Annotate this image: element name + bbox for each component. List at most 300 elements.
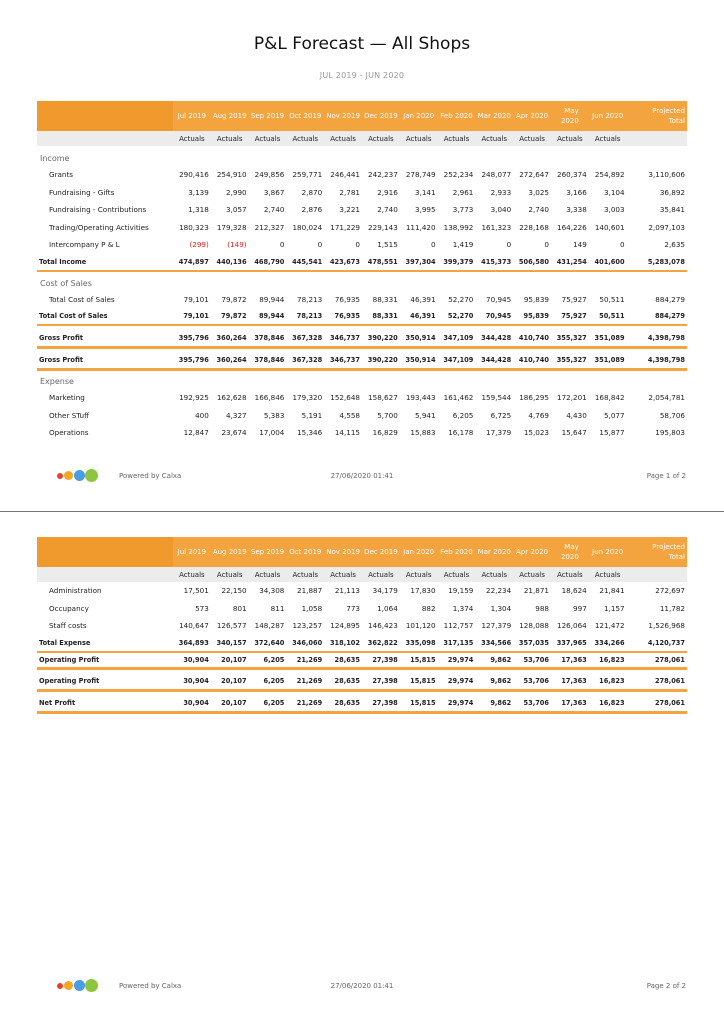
cell-value: 2,933 bbox=[490, 187, 512, 197]
month-header bbox=[551, 101, 589, 131]
table-row bbox=[37, 291, 687, 309]
cell-value: 474,897 bbox=[173, 254, 211, 271]
cell-value: 367,328 bbox=[286, 352, 324, 369]
cell-value: 27,398 bbox=[362, 652, 400, 669]
cell-value: 152,648 bbox=[330, 393, 360, 403]
cell-value: 15,346 bbox=[297, 428, 323, 438]
month-header-line: May bbox=[564, 543, 579, 551]
cell-value: 347,109 bbox=[438, 330, 476, 347]
cell-value: 445,541 bbox=[286, 254, 324, 271]
cell-value: 78,213 bbox=[297, 294, 323, 304]
cell-value: 378,846 bbox=[249, 330, 287, 347]
cell-value: 573 bbox=[195, 603, 209, 613]
cell-value: 351,089 bbox=[589, 352, 627, 369]
row-total-value: 278,061 bbox=[627, 652, 687, 669]
cell-value: 344,428 bbox=[475, 352, 513, 369]
cell-value: 2,876 bbox=[301, 205, 323, 215]
month-header: Jan 2020 bbox=[400, 101, 438, 131]
total-row bbox=[37, 652, 687, 669]
cell-value: 252,234 bbox=[443, 170, 474, 180]
cell-value: 3,338 bbox=[566, 205, 587, 215]
cell-value: 126,064 bbox=[557, 621, 587, 631]
cell-value: 801 bbox=[232, 603, 247, 613]
row-total-value: 4,120,737 bbox=[627, 635, 687, 652]
report-period: JUL 2019 - JUN 2020 bbox=[319, 71, 405, 80]
actuals-label: Actuals bbox=[513, 131, 551, 146]
cell-value: 478,551 bbox=[362, 254, 400, 271]
total-row bbox=[37, 330, 687, 347]
cell-value: 50,511 bbox=[589, 308, 627, 325]
actuals-row bbox=[37, 567, 687, 582]
cell-value: 89,944 bbox=[249, 308, 287, 325]
actuals-total-cell bbox=[627, 131, 687, 146]
cell-value: 2,781 bbox=[339, 187, 360, 197]
cell-value: 378,846 bbox=[249, 352, 287, 369]
cell-value: 2,740 bbox=[263, 205, 285, 215]
row-total-value: 884,279 bbox=[627, 308, 687, 325]
cell-value: 248,077 bbox=[481, 170, 512, 180]
cell-value: 1,515 bbox=[377, 240, 398, 250]
row-label: Administration bbox=[49, 586, 102, 596]
cell-value: 79,872 bbox=[221, 294, 247, 304]
actuals-label: Actuals bbox=[475, 567, 513, 582]
cell-value: 2,961 bbox=[452, 187, 474, 197]
cell-value: 128,088 bbox=[519, 621, 549, 631]
cell-value: 3,995 bbox=[415, 205, 436, 215]
total-row bbox=[37, 254, 687, 271]
cell-value: 5,383 bbox=[263, 410, 285, 420]
cell-value: 360,264 bbox=[211, 330, 249, 347]
row-total-value: 278,061 bbox=[627, 696, 687, 713]
cell-value: 346,737 bbox=[324, 352, 362, 369]
month-header: Mar 2020 bbox=[475, 537, 513, 567]
cell-value: 882 bbox=[421, 603, 436, 613]
cell-value: 18,624 bbox=[561, 586, 587, 596]
cell-value: 350,914 bbox=[400, 330, 438, 347]
month-header: Feb 2020 bbox=[438, 537, 476, 567]
cell-value: 146,423 bbox=[368, 621, 398, 631]
cell-value: 17,501 bbox=[183, 586, 209, 596]
cell-value: 290,416 bbox=[179, 170, 209, 180]
month-header: Mar 2020 bbox=[475, 101, 513, 131]
cell-value: 16,823 bbox=[589, 674, 627, 691]
cell-value: 76,935 bbox=[334, 294, 360, 304]
cell-value: 3,166 bbox=[566, 187, 587, 197]
cell-value: 21,841 bbox=[599, 586, 625, 596]
actuals-label-cell bbox=[37, 567, 173, 582]
row-label: Total Cost of Sales bbox=[49, 294, 115, 304]
cell-value: 6,205 bbox=[452, 410, 474, 420]
cell-value: 5,700 bbox=[377, 410, 398, 420]
row-label: Total Expense bbox=[37, 635, 173, 652]
projected-total-line: Projected bbox=[652, 107, 685, 115]
table-row bbox=[37, 407, 687, 425]
cell-value: 355,327 bbox=[551, 352, 589, 369]
cell-value: 161,323 bbox=[481, 222, 512, 232]
actuals-label: Actuals bbox=[249, 567, 287, 582]
cell-value: 212,327 bbox=[254, 222, 285, 232]
actuals-label: Actuals bbox=[173, 131, 211, 146]
cell-value: 192,925 bbox=[179, 393, 209, 403]
cell-value: 6,725 bbox=[490, 410, 512, 420]
cell-value: 121,472 bbox=[594, 621, 625, 631]
cell-value: 3,773 bbox=[452, 205, 474, 215]
projected-total-header bbox=[627, 101, 687, 131]
actuals-label: Actuals bbox=[362, 567, 400, 582]
cell-value: 17,830 bbox=[410, 586, 436, 596]
cell-value: 6,205 bbox=[249, 652, 287, 669]
cell-value: 15,815 bbox=[400, 674, 438, 691]
page-number: Page 2 of 2 bbox=[646, 982, 686, 990]
cell-value: 397,304 bbox=[400, 254, 438, 271]
cell-value: 350,914 bbox=[400, 352, 438, 369]
cell-value: 367,328 bbox=[286, 330, 324, 347]
cell-value: 28,635 bbox=[324, 696, 362, 713]
section-title: Cost of Sales bbox=[40, 278, 92, 288]
cell-value: 29,974 bbox=[438, 696, 476, 713]
cell-value: 159,544 bbox=[481, 393, 512, 403]
row-label: Staff costs bbox=[49, 621, 87, 631]
month-header: Nov 2019 bbox=[324, 537, 362, 567]
month-header: Jan 2020 bbox=[400, 537, 438, 567]
cell-value: 334,566 bbox=[475, 635, 513, 652]
cell-value: 180,323 bbox=[179, 222, 209, 232]
row-total-value: 2,054,781 bbox=[648, 393, 685, 403]
cell-value: 53,706 bbox=[513, 696, 551, 713]
cell-value: 70,945 bbox=[486, 294, 512, 304]
cell-value: 1,064 bbox=[377, 603, 398, 613]
month-header: Dec 2019 bbox=[362, 101, 400, 131]
cell-value: 14,115 bbox=[334, 428, 360, 438]
cell-value: 101,120 bbox=[405, 621, 436, 631]
table-row bbox=[37, 184, 687, 202]
cell-value: 75,927 bbox=[561, 294, 587, 304]
actuals-total-cell bbox=[627, 567, 687, 582]
cell-value: 0 bbox=[355, 240, 360, 250]
row-label: Total Income bbox=[37, 254, 173, 271]
cell-value: 123,257 bbox=[292, 621, 323, 631]
cell-value: 21,269 bbox=[286, 652, 324, 669]
cell-value: 364,893 bbox=[173, 635, 211, 652]
actuals-label: Actuals bbox=[211, 131, 249, 146]
row-total-value: 11,782 bbox=[659, 603, 685, 613]
row-total-value: 35,841 bbox=[659, 205, 685, 215]
table-row bbox=[37, 617, 687, 635]
cell-value: 355,327 bbox=[551, 330, 589, 347]
cell-value: 16,178 bbox=[448, 428, 474, 438]
cell-value: 3,025 bbox=[528, 187, 549, 197]
row-label: Gross Profit bbox=[37, 330, 173, 347]
cell-value: 164,226 bbox=[557, 222, 587, 232]
cell-value: 4,430 bbox=[566, 410, 587, 420]
cell-value: 2,916 bbox=[377, 187, 398, 197]
row-label: Other STuff bbox=[49, 410, 90, 420]
cell-value: 410,740 bbox=[513, 330, 551, 347]
cell-value: 52,270 bbox=[438, 308, 476, 325]
cell-value: 28,635 bbox=[324, 674, 362, 691]
cell-value: 9,862 bbox=[475, 696, 513, 713]
total-row bbox=[37, 352, 687, 369]
cell-value: 20,107 bbox=[211, 652, 249, 669]
cell-value: 27,398 bbox=[362, 674, 400, 691]
section-header-row bbox=[37, 271, 687, 291]
cell-value: 53,706 bbox=[513, 674, 551, 691]
cell-value: 46,391 bbox=[400, 308, 438, 325]
cell-value: 16,823 bbox=[589, 652, 627, 669]
cell-value: 390,220 bbox=[362, 352, 400, 369]
row-total-value: 4,398,798 bbox=[627, 330, 687, 347]
month-header-line: 2020 bbox=[560, 553, 579, 561]
cell-value: 401,600 bbox=[589, 254, 627, 271]
actuals-label: Actuals bbox=[211, 567, 249, 582]
actuals-label: Actuals bbox=[286, 131, 324, 146]
month-header: Oct 2019 bbox=[286, 101, 324, 131]
row-total-value: 36,892 bbox=[659, 187, 685, 197]
cell-value: 357,035 bbox=[513, 635, 551, 652]
cell-value: 395,796 bbox=[173, 352, 211, 369]
cell-value: 148,287 bbox=[254, 621, 285, 631]
table-row bbox=[37, 201, 687, 219]
actuals-label: Actuals bbox=[551, 567, 589, 582]
cell-value: 16,823 bbox=[589, 696, 627, 713]
cell-value: 254,910 bbox=[216, 170, 247, 180]
cell-value: 2,870 bbox=[301, 187, 323, 197]
cell-value: 390,220 bbox=[362, 330, 400, 347]
cell-value: 21,113 bbox=[334, 586, 360, 596]
month-header-row bbox=[37, 537, 687, 567]
cell-value: 0 bbox=[506, 240, 512, 250]
cell-value: 34,179 bbox=[372, 586, 398, 596]
row-total-value: 272,697 bbox=[655, 586, 685, 596]
cell-value: 3,057 bbox=[226, 205, 247, 215]
cell-value: 1,419 bbox=[452, 240, 474, 250]
row-total-value: 278,061 bbox=[627, 674, 687, 691]
cell-value: 344,428 bbox=[475, 330, 513, 347]
total-row bbox=[37, 696, 687, 713]
actuals-label: Actuals bbox=[589, 131, 627, 146]
cell-value: 3,867 bbox=[263, 187, 285, 197]
cell-value: 360,264 bbox=[211, 352, 249, 369]
cell-value: 30,904 bbox=[173, 696, 211, 713]
cell-value: 127,379 bbox=[481, 621, 512, 631]
cell-value: 242,237 bbox=[368, 170, 398, 180]
cell-value: 75,927 bbox=[551, 308, 589, 325]
month-header: Jun 2020 bbox=[589, 101, 627, 131]
row-label: Operations bbox=[49, 428, 89, 438]
cell-value: 30,904 bbox=[173, 652, 211, 669]
cell-value: 468,790 bbox=[249, 254, 287, 271]
cell-value: 15,815 bbox=[400, 696, 438, 713]
cell-value: 15,647 bbox=[561, 428, 587, 438]
cell-value: 229,143 bbox=[368, 222, 398, 232]
cell-value: 28,635 bbox=[324, 652, 362, 669]
cell-value: 3,221 bbox=[339, 205, 360, 215]
cell-value: 138,992 bbox=[443, 222, 474, 232]
month-header-row bbox=[37, 101, 687, 131]
month-header: Aug 2019 bbox=[211, 537, 249, 567]
cell-value: 272,647 bbox=[519, 170, 549, 180]
cell-value: 2,740 bbox=[528, 205, 549, 215]
cell-value: 186,295 bbox=[519, 393, 549, 403]
cell-value: 3,040 bbox=[490, 205, 512, 215]
actuals-label: Actuals bbox=[475, 131, 513, 146]
month-header-line: May bbox=[564, 107, 579, 115]
cell-value: 6,205 bbox=[249, 674, 287, 691]
cell-value: 112,757 bbox=[443, 621, 474, 631]
cell-value: 4,769 bbox=[528, 410, 549, 420]
cell-value: 337,965 bbox=[551, 635, 589, 652]
cell-value: 12,847 bbox=[183, 428, 209, 438]
cell-value: 161,462 bbox=[443, 393, 474, 403]
cell-value: 988 bbox=[535, 603, 549, 613]
cell-value: 5,941 bbox=[415, 410, 436, 420]
month-header: Apr 2020 bbox=[513, 101, 551, 131]
cell-value: 15,877 bbox=[599, 428, 625, 438]
cell-value: 2,990 bbox=[226, 187, 247, 197]
cell-value: 259,771 bbox=[292, 170, 323, 180]
section-header-row bbox=[37, 369, 687, 389]
actuals-label: Actuals bbox=[324, 131, 362, 146]
month-header: Jul 2019 bbox=[173, 101, 211, 131]
cell-value: 95,839 bbox=[523, 294, 549, 304]
cell-value: 0 bbox=[544, 240, 549, 250]
cell-value: 15,815 bbox=[400, 652, 438, 669]
actuals-label: Actuals bbox=[249, 131, 287, 146]
row-label: Trading/Operating Activities bbox=[49, 222, 149, 232]
cell-value: 21,269 bbox=[286, 674, 324, 691]
projected-total-line: Total bbox=[668, 117, 685, 125]
total-row bbox=[37, 674, 687, 691]
cell-value: 9,862 bbox=[475, 674, 513, 691]
projected-total-line: Projected bbox=[652, 543, 685, 551]
cell-value: 400 bbox=[195, 410, 209, 420]
month-header: Sep 2019 bbox=[249, 537, 287, 567]
cell-value: 246,441 bbox=[330, 170, 360, 180]
cell-value: 180,024 bbox=[292, 222, 323, 232]
section-title: Expense bbox=[40, 377, 74, 386]
actuals-label: Actuals bbox=[513, 567, 551, 582]
cell-value: 346,060 bbox=[286, 635, 324, 652]
cell-value: 334,266 bbox=[589, 635, 627, 652]
print-timestamp: 27/06/2020 01:41 bbox=[330, 472, 394, 480]
page-title: P&L Forecast — All Shops bbox=[253, 34, 471, 54]
cell-value: 52,270 bbox=[448, 294, 474, 304]
cell-value: 773 bbox=[346, 603, 360, 613]
cell-value: 29,974 bbox=[438, 674, 476, 691]
report-page-2 bbox=[0, 512, 724, 1024]
cell-value: 179,328 bbox=[216, 222, 247, 232]
cell-value: 79,101 bbox=[173, 308, 211, 325]
pl-table-page-1 bbox=[37, 101, 687, 442]
cell-value: 1,157 bbox=[603, 603, 625, 613]
cell-value: 506,580 bbox=[513, 254, 551, 271]
table-row bbox=[37, 236, 687, 254]
cell-value: 260,374 bbox=[557, 170, 587, 180]
cell-value: 9,862 bbox=[475, 652, 513, 669]
cell-value: 3,104 bbox=[603, 187, 625, 197]
cell-value: 395,796 bbox=[173, 330, 211, 347]
cell-value: 0 bbox=[619, 240, 625, 250]
total-row bbox=[37, 635, 687, 652]
cell-value: 5,191 bbox=[301, 410, 323, 420]
month-header: Apr 2020 bbox=[513, 537, 551, 567]
row-label: Grants bbox=[49, 170, 74, 180]
cell-value: 0 bbox=[317, 240, 323, 250]
row-total-value: 2,635 bbox=[664, 240, 685, 250]
cell-value: 171,229 bbox=[330, 222, 360, 232]
pl-table-page-2 bbox=[37, 537, 687, 714]
cell-value: 20,107 bbox=[211, 674, 249, 691]
cell-value: 21,887 bbox=[297, 586, 323, 596]
cell-value: 4,558 bbox=[339, 410, 360, 420]
cell-value: 1,374 bbox=[452, 603, 474, 613]
row-total-value: 1,526,968 bbox=[648, 621, 685, 631]
row-total-value: 195,803 bbox=[655, 428, 685, 438]
total-row bbox=[37, 308, 687, 325]
cell-value: 23,674 bbox=[221, 428, 247, 438]
cell-value: 30,904 bbox=[173, 674, 211, 691]
table-row bbox=[37, 582, 687, 600]
section-title: Income bbox=[40, 154, 70, 163]
cell-value: 19,159 bbox=[448, 586, 474, 596]
actuals-label: Actuals bbox=[400, 131, 438, 146]
cell-value: 179,320 bbox=[292, 393, 323, 403]
row-total-value: 4,398,798 bbox=[627, 352, 687, 369]
actuals-label: Actuals bbox=[362, 131, 400, 146]
month-header: Nov 2019 bbox=[324, 101, 362, 131]
cell-value: 111,420 bbox=[405, 222, 436, 232]
page-number: Page 1 of 2 bbox=[646, 472, 686, 480]
header-label-cell bbox=[37, 537, 173, 567]
table-row bbox=[37, 389, 687, 407]
cell-value: 340,157 bbox=[211, 635, 249, 652]
row-total-value: 884,279 bbox=[655, 294, 685, 304]
cell-value: 335,098 bbox=[400, 635, 438, 652]
row-label: Intercompany P & L bbox=[49, 240, 120, 250]
month-header-text bbox=[561, 106, 579, 126]
cell-value: 22,150 bbox=[221, 586, 247, 596]
cell-value: 1,058 bbox=[301, 603, 323, 613]
row-label: Occupancy bbox=[49, 603, 89, 613]
cell-value: 79,101 bbox=[183, 294, 209, 304]
cell-value: 140,601 bbox=[594, 222, 625, 232]
actuals-label: Actuals bbox=[551, 131, 589, 146]
section-header-row bbox=[37, 146, 687, 166]
actuals-label-cell bbox=[37, 131, 173, 146]
cell-value: 3,003 bbox=[603, 205, 625, 215]
row-label: Operating Profit bbox=[37, 674, 173, 691]
cell-value: 76,935 bbox=[324, 308, 362, 325]
row-label: Fundraising - Contributions bbox=[49, 205, 147, 215]
row-label: Fundraising - Gifts bbox=[49, 187, 115, 197]
actuals-label: Actuals bbox=[400, 567, 438, 582]
month-header-line: 2020 bbox=[560, 117, 579, 125]
cell-value: 811 bbox=[270, 603, 285, 613]
row-label: Marketing bbox=[49, 393, 85, 403]
cell-value: 16,829 bbox=[372, 428, 398, 438]
cell-value: 46,391 bbox=[410, 294, 436, 304]
cell-value: 50,511 bbox=[599, 294, 625, 304]
row-label: Gross Profit bbox=[37, 352, 173, 369]
powered-by-text: Powered by Calxa bbox=[119, 982, 182, 990]
row-label: Total Cost of Sales bbox=[37, 308, 173, 325]
actuals-label: Actuals bbox=[286, 567, 324, 582]
cell-value: 423,673 bbox=[324, 254, 362, 271]
cell-value: 4,327 bbox=[226, 410, 247, 420]
table-row bbox=[37, 424, 687, 442]
cell-value: 440,136 bbox=[211, 254, 249, 271]
cell-value: 3,139 bbox=[188, 187, 209, 197]
